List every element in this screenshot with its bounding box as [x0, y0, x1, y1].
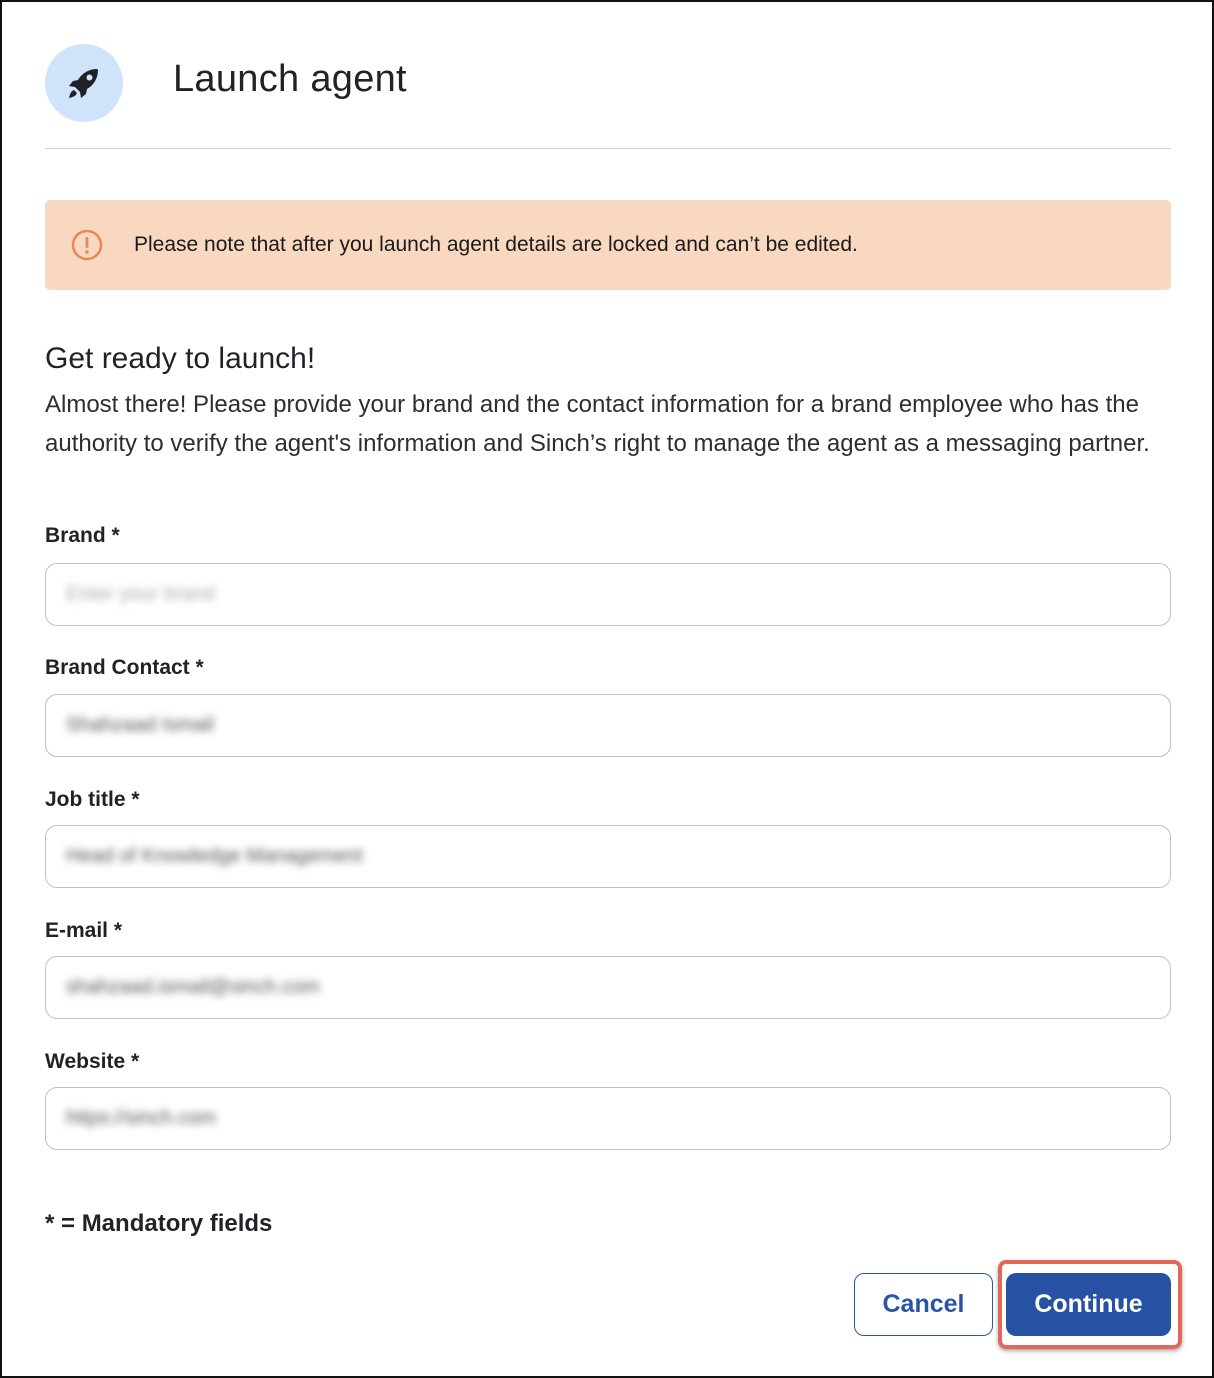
- header-icon-badge: [45, 44, 123, 122]
- warning-notice: [45, 200, 1171, 290]
- brand-label: Brand *: [45, 524, 120, 547]
- rocket-icon: [64, 63, 104, 103]
- brand-input[interactable]: [45, 563, 1171, 626]
- brand-input-placeholder: Enter your brand: [66, 583, 215, 605]
- exclamation-circle-icon: [71, 229, 103, 261]
- job-title-input[interactable]: [45, 825, 1171, 888]
- job-title-label: Job title *: [45, 788, 140, 811]
- brand-contact-input[interactable]: [45, 694, 1171, 757]
- website-input[interactable]: [45, 1087, 1171, 1150]
- continue-button[interactable]: Continue: [1006, 1273, 1171, 1336]
- cancel-button[interactable]: Cancel: [854, 1273, 993, 1336]
- email-value: shahzaad.ismail@sinch.com: [66, 976, 320, 998]
- section-title: Get ready to launch!: [45, 342, 316, 375]
- brand-contact-label: Brand Contact *: [45, 656, 204, 679]
- email-input[interactable]: [45, 956, 1171, 1019]
- brand-contact-value: Shahzaad Ismail: [66, 714, 214, 736]
- website-value: https://sinch.com: [66, 1107, 217, 1129]
- website-label: Website *: [45, 1050, 140, 1073]
- dialog-title: Launch agent: [173, 58, 407, 100]
- email-label: E-mail *: [45, 919, 123, 942]
- mandatory-fields-note: * = Mandatory fields: [45, 1210, 273, 1237]
- job-title-value: Head of Knowledge Management: [66, 845, 363, 867]
- notice-text: Please note that after you launch agent details are locked and can’t be edited.: [134, 233, 858, 256]
- dialog-header: [45, 44, 1171, 149]
- section-description: Almost there! Please provide your brand and the contact information for a brand employee who has the authority to verify the agent's information and Sinch’s right to manage the agent as a messaging partner.: [45, 391, 1150, 457]
